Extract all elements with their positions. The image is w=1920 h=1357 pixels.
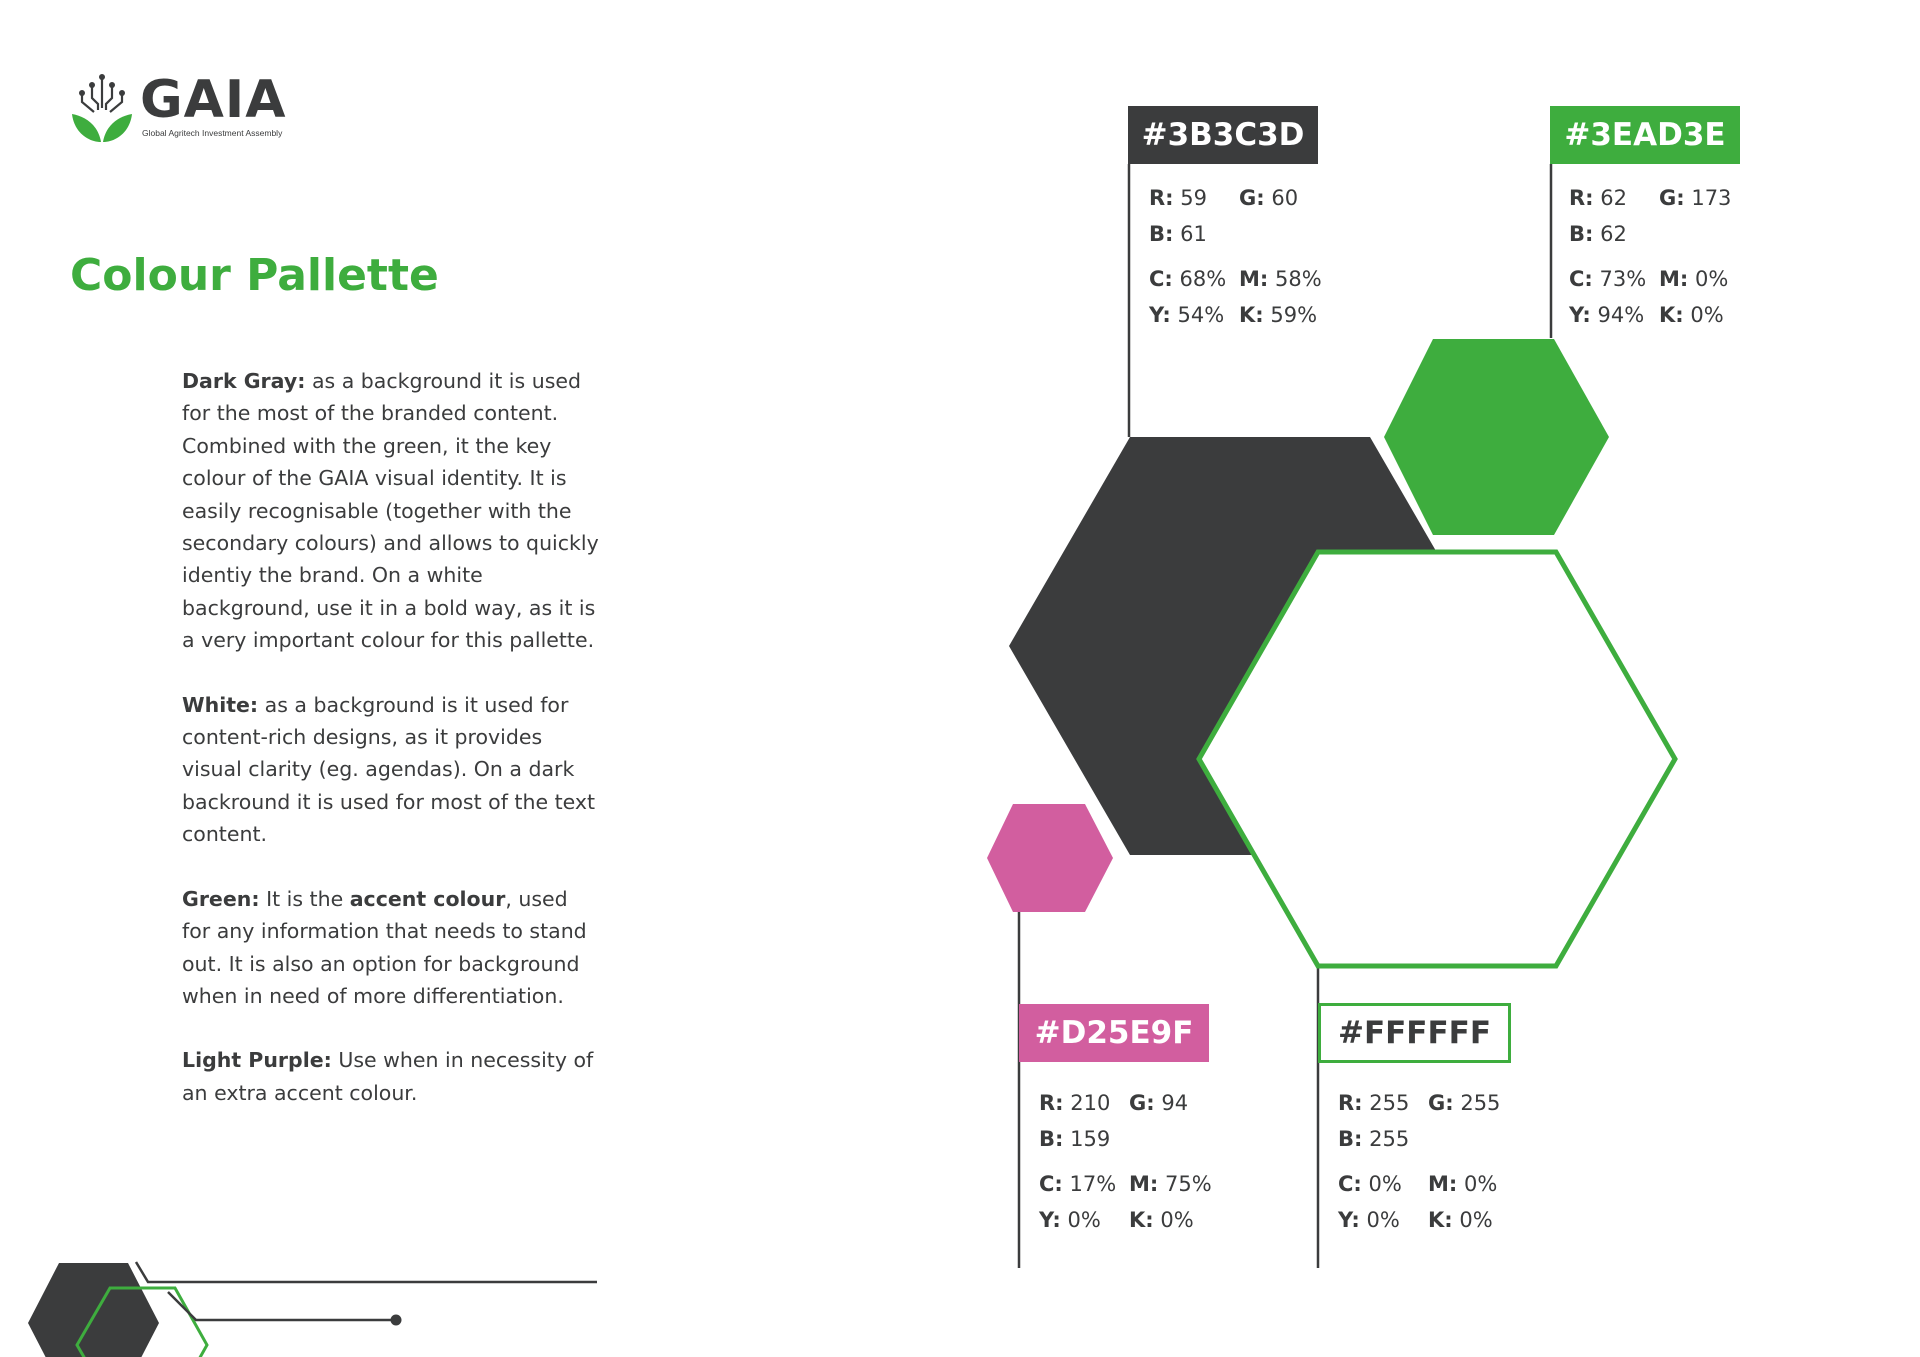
y-value: 0%: [1366, 1208, 1400, 1232]
deco-line-lower: [168, 1292, 395, 1320]
m-value: 75%: [1164, 1172, 1212, 1196]
b-label: B:: [1149, 222, 1174, 246]
green-text-2: , used for any information that needs to stand out. It is also an option for background when in need of more differentiation.: [182, 886, 587, 1008]
dark-gray-text: as a background it is used for the most of the branded content. Combined with the green, it the key colour of the GAIA visual identity. It is easily recognisable (together with the secondary colours) and allows to quickly identiy the brand. On a white background, use it in a bold way, as it is a very important colour for this pallette.: [182, 369, 599, 653]
g-value: 60: [1271, 186, 1299, 210]
white-label: White:: [182, 692, 259, 717]
swatch-pink-hex: #D25E9F: [1019, 1004, 1209, 1062]
y-label: Y:: [1569, 303, 1591, 327]
swatch-dark-hex: #3B3C3D: [1128, 106, 1318, 164]
b-value: 61: [1180, 222, 1207, 246]
m-label: M:: [1129, 1172, 1159, 1196]
white-text: as a background is it used for content-rich designs, as it provides visual clarity (eg. agendas). On a dark backround it is used for most of the text content.: [182, 692, 596, 847]
swatch-green-hex: #3EAD3E: [1550, 106, 1740, 164]
r-label: R:: [1039, 1091, 1064, 1115]
deco-dark-hexagon: [28, 1263, 159, 1357]
r-label: R:: [1149, 186, 1174, 210]
r-value: 62: [1600, 186, 1627, 210]
k-label: K:: [1428, 1208, 1453, 1232]
m-value: 0%: [1463, 1172, 1498, 1196]
pink-hexagon: [987, 804, 1113, 912]
b-label: B:: [1039, 1127, 1064, 1151]
k-value: 0%: [1690, 303, 1724, 327]
purple-text: Use when in necessity of an extra accent colour.: [182, 1048, 594, 1105]
deco-line-upper: [136, 1262, 597, 1282]
logo-wordmark: GAIA: [140, 70, 287, 130]
r-label: R:: [1569, 186, 1594, 210]
c-value: 68%: [1179, 267, 1227, 291]
logo-tagline: Global Agritech Investment Assembly: [142, 128, 283, 138]
c-value: 0%: [1368, 1172, 1402, 1196]
g-value: 94: [1161, 1091, 1189, 1115]
green-label: Green:: [182, 886, 260, 911]
g-label: G:: [1428, 1091, 1454, 1115]
g-label: G:: [1129, 1091, 1155, 1115]
page-title: Colour Pallette: [70, 250, 439, 301]
green-accent: accent colour: [349, 886, 506, 911]
deco-dot: [391, 1315, 402, 1326]
purple-label: Light Purple:: [182, 1048, 332, 1073]
b-value: 62: [1600, 222, 1627, 246]
b-value: 159: [1070, 1127, 1111, 1151]
y-value: 94%: [1597, 303, 1645, 327]
y-value: 54%: [1177, 303, 1225, 327]
y-label: Y:: [1338, 1208, 1360, 1232]
c-label: C:: [1569, 267, 1593, 291]
y-label: Y:: [1039, 1208, 1061, 1232]
k-value: 0%: [1160, 1208, 1194, 1232]
m-value: 58%: [1274, 267, 1322, 291]
m-value: 0%: [1694, 267, 1729, 291]
m-label: M:: [1428, 1172, 1458, 1196]
c-value: 73%: [1599, 267, 1647, 291]
b-label: B:: [1569, 222, 1594, 246]
r-value: 255: [1369, 1091, 1410, 1115]
b-label: B:: [1338, 1127, 1363, 1151]
r-value: 59: [1180, 186, 1207, 210]
r-label: R:: [1338, 1091, 1363, 1115]
dark-gray-label: Dark Gray:: [182, 369, 306, 393]
c-label: C:: [1149, 267, 1173, 291]
g-value: 255: [1460, 1091, 1501, 1115]
c-label: C:: [1039, 1172, 1063, 1196]
green-text-1: It is the: [259, 886, 350, 911]
k-label: K:: [1239, 303, 1264, 327]
swatch-white-hex: #FFFFFF: [1318, 1003, 1511, 1063]
b-value: 255: [1369, 1127, 1410, 1151]
k-value: 59%: [1270, 303, 1318, 327]
k-label: K:: [1659, 303, 1684, 327]
k-value: 0%: [1459, 1208, 1493, 1232]
c-value: 17%: [1069, 1172, 1117, 1196]
m-label: M:: [1239, 267, 1269, 291]
g-label: G:: [1239, 186, 1265, 210]
r-value: 210: [1070, 1091, 1111, 1115]
y-label: Y:: [1149, 303, 1171, 327]
g-label: G:: [1659, 186, 1685, 210]
green-hexagon: [1384, 339, 1609, 535]
g-value: 173: [1691, 186, 1732, 210]
k-label: K:: [1129, 1208, 1154, 1232]
y-value: 0%: [1067, 1208, 1101, 1232]
c-label: C:: [1338, 1172, 1362, 1196]
m-label: M:: [1659, 267, 1689, 291]
